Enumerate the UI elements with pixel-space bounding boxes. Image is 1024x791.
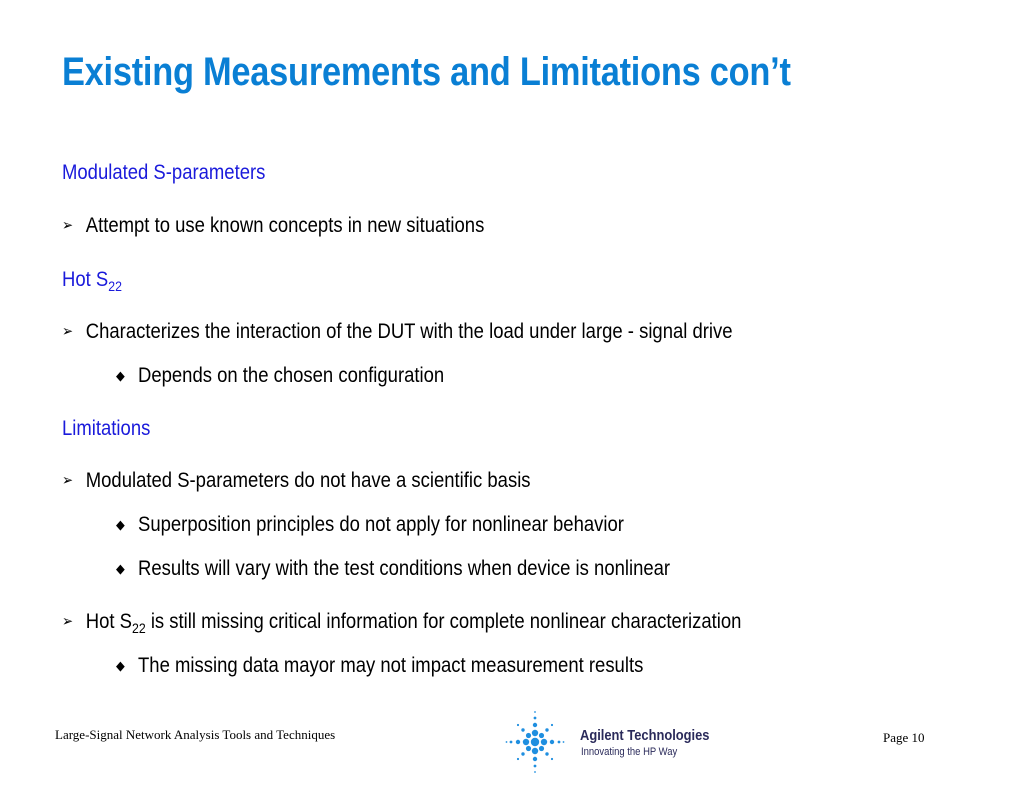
diamond-bullet-icon: ◆ [116, 658, 125, 673]
bullet-attempt-known-concepts [62, 213, 484, 239]
bullet-hot-s22-missing-info [62, 609, 741, 635]
bullet-text: Attempt to use known concepts in new situations [85, 214, 485, 237]
diamond-bullet-icon: ◆ [116, 368, 125, 383]
page-number: Page 10 [883, 730, 925, 745]
heading-subscript: 22 [108, 278, 122, 294]
agilent-spark-logo-icon [505, 710, 565, 774]
footer-presentation-title: Large-Signal Network Analysis Tools and Techniques [55, 727, 336, 742]
brand-tagline: Innovating the HP Way [581, 746, 678, 758]
diamond-bullet-icon: ◆ [116, 517, 125, 532]
subbullet-results-vary [116, 556, 670, 582]
arrowhead-bullet-icon: ➢ [62, 323, 74, 340]
slide-title: Existing Measurements and Limitations con’t [62, 50, 791, 94]
subbullet-text: Superposition principles do not apply for nonlinear behavior [138, 513, 624, 536]
arrowhead-bullet-icon: ➢ [62, 217, 74, 234]
subbullet-missing-data [116, 653, 643, 679]
diamond-bullet-icon: ◆ [116, 561, 125, 576]
bullet-characterizes-interaction [62, 319, 733, 345]
subbullet-text: The missing data mayor may not impact measurement results [138, 654, 644, 677]
subbullet-text: Depends on the chosen configuration [138, 364, 445, 387]
section-heading-hot-s22 [62, 267, 122, 293]
bullet-text-post: is still missing critical information for complete nonlinear characterization [145, 610, 742, 633]
brand-name: Agilent Technologies [580, 727, 710, 744]
arrowhead-bullet-icon: ➢ [62, 472, 74, 489]
subbullet-depends-configuration [116, 363, 444, 389]
bullet-text-pre: Hot S [85, 610, 132, 633]
bullet-text-subscript: 22 [131, 620, 146, 636]
subbullet-superposition [116, 512, 624, 538]
arrowhead-bullet-icon: ➢ [62, 613, 74, 630]
section-heading-modulated-s-parameters: Modulated S-parameters [62, 161, 266, 184]
bullet-no-scientific-basis [62, 468, 531, 494]
bullet-text: Modulated S-parameters do not have a scientific basis [85, 469, 531, 492]
bullet-text: Characterizes the interaction of the DUT with the load under large - signal drive [85, 320, 733, 343]
subbullet-text: Results will vary with the test conditions when device is nonlinear [138, 557, 671, 580]
section-heading-limitations: Limitations [62, 417, 151, 440]
heading-text: Hot S [62, 268, 109, 291]
